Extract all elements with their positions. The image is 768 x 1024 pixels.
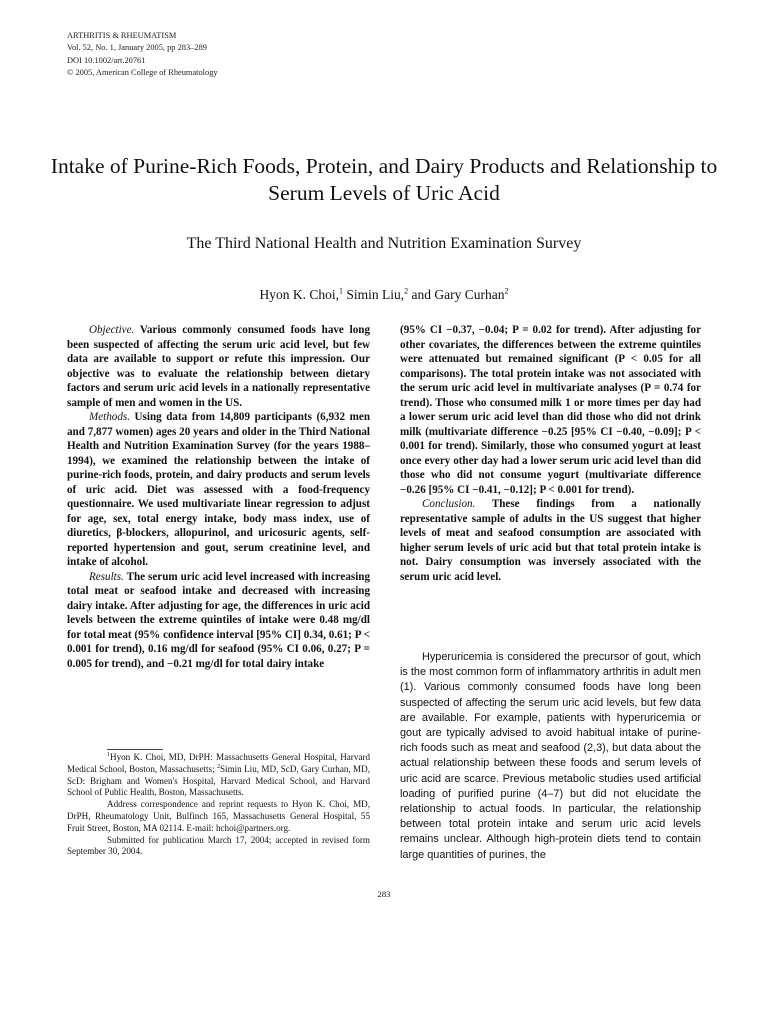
methods-text: Using data from 14,809 participants (6,932 men and 7,877 women) ages 20 years and older in the Third National Health and Nutrition Examination Survey (for the years 1988–1994), we examined the relationship between the intake of purine-rich foods, protein, and dairy products and serum levels of uric acid. Diet was assessed with a food-frequency questionnaire. We used multivariate linear regression to adjust for age, sex, total energy intake, body mass index, use of diuretics, β-blockers, allopurinol, and uricosuric agents, self-reported hypertension and gout, serum creatinine level, and intake of alcohol. [67, 411, 370, 568]
results-text: The serum uric acid level increased with increasing total meat or seafood intake and decreased with increasing dairy intake. After adjusting for age, the differences in uric acid levels between the extreme quintiles of intake were 0.48 mg/dl for total meat (95% confidence interval [95% CI] 0.34, 0.61; P < 0.001 for trend), 0.16 mg/dl for seafood (95% CI 0.06, 0.27; P = 0.005 for trend), and −0.21 mg/dl for total dairy intake [67, 570, 370, 670]
abstract-right-column [400, 323, 701, 584]
journal-header [67, 30, 218, 79]
objective-label: Objective. [89, 324, 135, 336]
footnote-correspondence: Address correspondence and reprint requests to Hyon K. Choi, MD, DrPH, Rheumatology Unit, Bulfinch 165, Massachusetts General Hospital, 55 Fruit Street, Boston, MA 02114. E-mail: hchoi@partners.org. [67, 799, 370, 833]
conclusion-text: These findings from a nationally representative sample of adults in the US suggest that higher levels of meat and seafood consumption are associated with higher serum levels of uric acid but that total protein intake is not. Dairy consumption was inversely associated with the serum uric acid level. [400, 498, 701, 583]
article-subtitle: The Third National Health and Nutrition Examination Survey [186, 235, 582, 252]
abstract-left-column [67, 323, 370, 671]
footnotes [67, 752, 370, 858]
author-choi: Hyon K. Choi, [259, 287, 339, 302]
journal-doi: DOI 10.1002/art.20761 [67, 55, 146, 65]
methods-label: Methods. [89, 411, 130, 423]
footnote-marker-1: 1 [107, 751, 110, 758]
abstract-results [67, 570, 370, 672]
footnote-submission: Submitted for publication March 17, 2004; accepted in revised form September 30, 2004. [67, 834, 370, 857]
body-text-column [400, 650, 701, 863]
page-number: 283 [377, 889, 391, 899]
author-liu-affiliation: 2 [404, 286, 409, 296]
footnote-marker-2: 2 [217, 763, 220, 770]
footnote-affiliations [67, 752, 370, 799]
author-curhan: and Gary Curhan [408, 287, 505, 302]
abstract-results-continued: (95% CI −0.37, −0.04; P = 0.02 for trend). After adjusting for other covariates, the differences between the extreme quintiles were attenuated but remained significant (P < 0.05 for all comparisons). The total protein intake was not associated with the serum uric acid level in multivariate analyses (P = 0.74 for trend). Those who consumed milk 1 or more times per day had a lower serum uric acid level than did those who did not drink milk (multivariate difference −0.25 [95% CI −0.40, −0.09]; P < 0.001 for trend). Similarly, those who consumed yogurt at least once every other day had a lower serum uric acid level than did those who did not consume yogurt (multivariate difference −0.26 [95% CI −0.41, −0.12]; P < 0.001 for trend). [400, 324, 701, 496]
results-label: Results. [89, 570, 124, 583]
body-paragraph: Hyperuricemia is considered the precursor of gout, which is the most common form of inflammatory arthritis in adult men (1). Various commonly consumed foods have long been suspected of affecting the serum uric acid levels, but few data are available. For example, patients with hyperuricemia or gout are typically advised to avoid habitual intake of purine-rich foods such as meat and seafood (2,3), but data about the actual relationship between these foods and serum levels of uric acid are scarce. Previous metabolic studies used artificial loading of purified purine (4–7) but did not elucidate the relationship to actual foods. In particular, the relationship between total protein intake and serum uric acid levels remains unclear. Although high-protein diets tend to contain large quantities of purines, the [400, 651, 701, 861]
journal-name: ARTHRITIS & RHEUMATISM [67, 31, 177, 40]
abstract-methods [67, 410, 370, 570]
footnote-affiliation-1: Hyon K. Choi, MD, DrPH: Massachusetts General Hospital, Harvard Medical School, Boston, Massachusetts; [67, 752, 370, 774]
footnote-divider [107, 749, 163, 750]
article-title: Intake of Purine-Rich Foods, Protein, and Dairy Products and Relationship to Serum Levels of Uric Acid [50, 154, 718, 205]
abstract-objective [67, 323, 370, 410]
journal-copyright: © 2005, American College of Rheumatology [67, 67, 218, 77]
objective-text: Various commonly consumed foods have long been suspected of affecting the serum uric acid level, but few data are available to support or refute this impression. Our objective was to evaluate the relationship between dietary factors and serum uric acid levels in a nationally representative sample of men and women in the US. [67, 324, 370, 409]
abstract-conclusion [400, 497, 701, 584]
journal-volume: Vol. 52, No. 1, January 2005, pp 283–289 [67, 43, 207, 53]
author-list [30, 286, 738, 304]
conclusion-label: Conclusion. [422, 498, 476, 510]
author-liu: Simin Liu, [343, 287, 405, 302]
author-choi-affiliation: 1 [339, 286, 343, 296]
author-curhan-affiliation: 2 [504, 286, 509, 296]
footnote-affiliation-2: Simin Liu, MD, ScD, Gary Curhan, MD, ScD: Brigham and Women's Hospital, Harvard Medical School, and Harvard School of Public Health, Boston, Massachusetts. [67, 763, 370, 798]
